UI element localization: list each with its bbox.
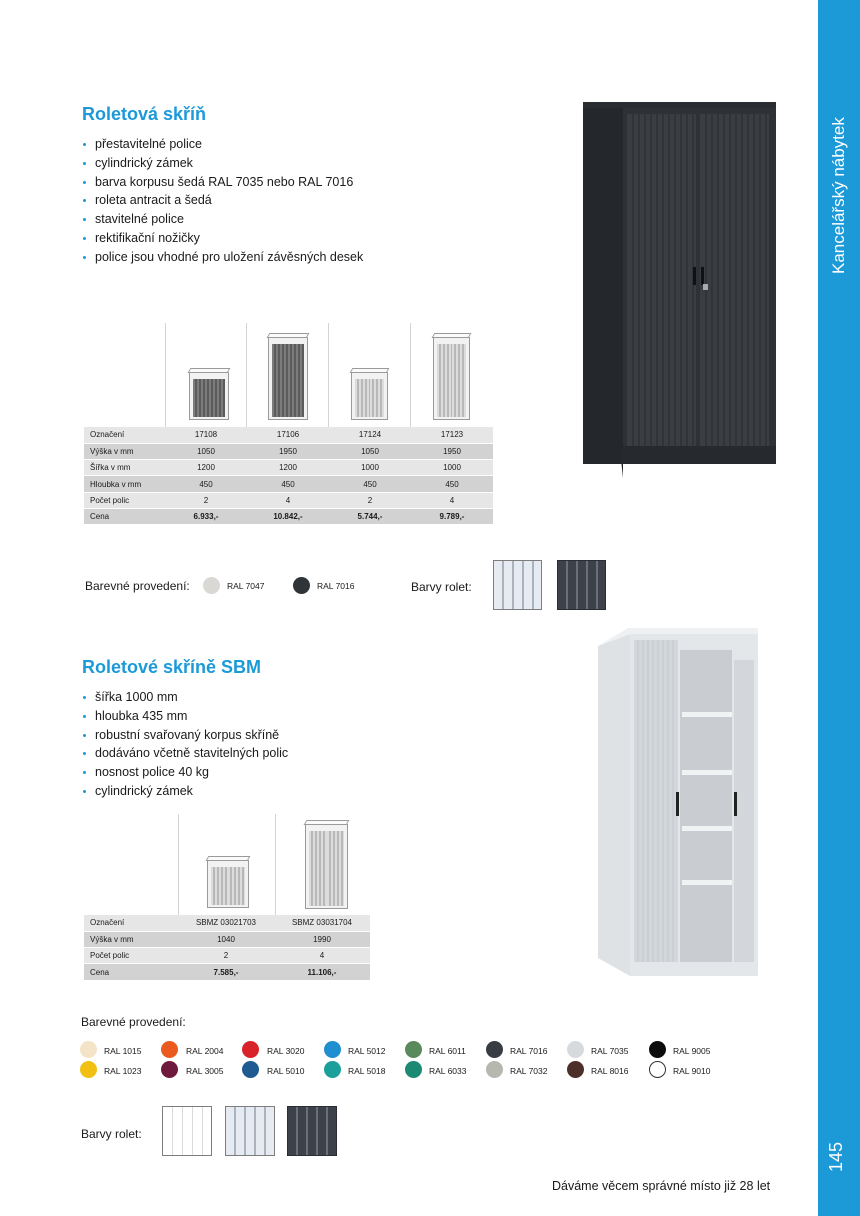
table-cell: SBMZ 03021703 <box>178 915 274 931</box>
bullet: robustní svařovaný korpus skříně <box>82 726 288 745</box>
table-row <box>84 508 493 524</box>
color-label: RAL 5018 <box>348 1066 386 1076</box>
color-swatch-ral-1015 <box>80 1041 97 1058</box>
color-label: RAL 1015 <box>104 1046 142 1056</box>
color-swatch-ral-5012 <box>324 1041 341 1058</box>
bullet: cylindrický zámek <box>82 154 363 173</box>
table-cell: 4 <box>274 948 370 964</box>
table-cell: 2 <box>165 492 247 508</box>
row-label: Výška v mm <box>84 443 165 459</box>
row-label: Hloubka v mm <box>84 476 165 492</box>
table-cell: 450 <box>165 476 247 492</box>
column-divider <box>178 814 179 916</box>
column-divider <box>410 323 411 428</box>
color-label: RAL 5010 <box>267 1066 305 1076</box>
color-label: RAL 6033 <box>429 1066 467 1076</box>
price-cell: 11.106,- <box>274 964 370 980</box>
roller-sample-anthracite <box>287 1106 337 1156</box>
roller-sample-grey <box>493 560 542 610</box>
color-swatch-ral-7047 <box>203 577 220 594</box>
color-swatch-ral-2004 <box>161 1041 178 1058</box>
color-swatch-ral-7016 <box>486 1041 503 1058</box>
bullet: cylindrický zámek <box>82 782 288 801</box>
table-row <box>84 460 493 476</box>
table-cell: 1200 <box>247 460 329 476</box>
color-swatch-ral-6033 <box>405 1061 422 1078</box>
product-photo-anthracite-cabinet <box>583 100 776 478</box>
column-divider <box>328 323 329 428</box>
table-row <box>84 948 370 964</box>
bullet: barva korpusu šedá RAL 7035 nebo RAL 7016 <box>82 173 363 192</box>
section1-spec-table <box>84 427 493 525</box>
table-row <box>84 476 493 492</box>
color-swatch-ral-9005 <box>649 1041 666 1058</box>
row-label: Cena <box>84 964 178 980</box>
price-cell: 7.585,- <box>178 964 274 980</box>
table-row <box>84 427 493 443</box>
color-label: RAL 7035 <box>591 1046 629 1056</box>
section1-roller-label: Barvy rolet: <box>411 580 472 594</box>
table-cell: 450 <box>411 476 493 492</box>
table-cell: 1200 <box>165 460 247 476</box>
color-label: RAL 3020 <box>267 1046 305 1056</box>
bullet: přestavitelné police <box>82 135 363 154</box>
bullet: stavitelné police <box>82 210 363 229</box>
table-cell: 17106 <box>247 427 329 443</box>
page-number: 145 <box>826 1141 846 1172</box>
table-row <box>84 931 370 947</box>
color-label: RAL 7016 <box>317 581 355 591</box>
product-image-17123 <box>433 337 470 420</box>
bullet: šířka 1000 mm <box>82 688 288 707</box>
price-cell: 5.744,- <box>329 508 411 524</box>
bullet: police jsou vhodné pro uložení závěsných desek <box>82 248 363 267</box>
color-label: RAL 7047 <box>227 581 265 591</box>
section2-color-label: Barevné provedení: <box>81 1015 186 1029</box>
color-label: RAL 6011 <box>429 1046 466 1056</box>
color-label: RAL 5012 <box>348 1046 386 1056</box>
table-cell: 1000 <box>329 460 411 476</box>
table-row <box>84 964 370 980</box>
roller-sample-anthracite <box>557 560 606 610</box>
roller-sample-white <box>162 1106 212 1156</box>
price-cell: 9.789,- <box>411 508 493 524</box>
product-image-sbmz-03021703 <box>207 860 249 908</box>
table-cell: 1000 <box>411 460 493 476</box>
table-cell: 1040 <box>178 931 274 947</box>
table-cell: 1990 <box>274 931 370 947</box>
color-label: RAL 2004 <box>186 1046 224 1056</box>
product-image-17124 <box>351 372 388 420</box>
bullet: hloubka 435 mm <box>82 707 288 726</box>
color-label: RAL 9010 <box>673 1066 711 1076</box>
product-photo-grey-cabinet <box>598 628 758 976</box>
table-row <box>84 915 370 931</box>
column-divider <box>165 323 166 428</box>
color-label: RAL 7016 <box>510 1046 548 1056</box>
color-swatch-ral-7016 <box>293 577 310 594</box>
color-swatch-ral-3020 <box>242 1041 259 1058</box>
row-label: Označení <box>84 427 165 443</box>
row-label: Počet polic <box>84 948 178 964</box>
section1-title: Roletová skříň <box>82 104 207 124</box>
footer-slogan: Dáváme věcem správné místo již 28 let <box>552 1179 771 1193</box>
section1-color-label: Barevné provedení: <box>85 579 190 593</box>
bullet: rektifikační nožičky <box>82 229 363 248</box>
price-cell: 6.933,- <box>165 508 247 524</box>
bullet: roleta antracit a šedá <box>82 191 363 210</box>
table-cell: 1950 <box>411 443 493 459</box>
table-cell: 17124 <box>329 427 411 443</box>
sidebar-title: Kancelářský nábytek <box>829 117 848 274</box>
row-label: Šířka v mm <box>84 460 165 476</box>
table-cell: 450 <box>247 476 329 492</box>
table-cell: 1050 <box>329 443 411 459</box>
table-cell: SBMZ 03031704 <box>274 915 370 931</box>
table-row <box>84 443 493 459</box>
table-cell: 2 <box>329 492 411 508</box>
color-swatch-ral-9010 <box>649 1061 666 1078</box>
row-label: Počet polic <box>84 492 165 508</box>
table-cell: 4 <box>411 492 493 508</box>
product-image-sbmz-03031704 <box>305 824 348 909</box>
color-label: RAL 1023 <box>104 1066 142 1076</box>
table-row <box>84 492 493 508</box>
bullet: dodáváno včetně stavitelných polic <box>82 744 288 763</box>
color-swatch-ral-7032 <box>486 1061 503 1078</box>
section2-title: Roletové skříně SBM <box>82 657 262 677</box>
table-cell: 1950 <box>247 443 329 459</box>
product-image-17108 <box>189 372 229 420</box>
table-cell: 450 <box>329 476 411 492</box>
column-divider <box>246 323 247 428</box>
product-image-17106 <box>268 337 308 420</box>
price-cell: 10.842,- <box>247 508 329 524</box>
section2-roller-label: Barvy rolet: <box>81 1127 142 1141</box>
color-swatch-ral-6011 <box>405 1041 422 1058</box>
row-label: Označení <box>84 915 178 931</box>
table-cell: 17123 <box>411 427 493 443</box>
bullet: nosnost police 40 kg <box>82 763 288 782</box>
table-cell: 17108 <box>165 427 247 443</box>
color-swatch-ral-5018 <box>324 1061 341 1078</box>
color-swatch-ral-5010 <box>242 1061 259 1078</box>
section2-spec-table <box>84 915 370 981</box>
color-swatch-ral-7035 <box>567 1041 584 1058</box>
section2-bullets <box>82 688 288 801</box>
column-divider <box>275 814 276 916</box>
color-label: RAL 3005 <box>186 1066 224 1076</box>
color-swatch-ral-1023 <box>80 1061 97 1078</box>
color-swatch-ral-8016 <box>567 1061 584 1078</box>
roller-sample-grey <box>225 1106 275 1156</box>
row-label: Cena <box>84 508 165 524</box>
row-label: Výška v mm <box>84 931 178 947</box>
color-label: RAL 7032 <box>510 1066 548 1076</box>
table-cell: 4 <box>247 492 329 508</box>
color-label: RAL 9005 <box>673 1046 711 1056</box>
table-cell: 2 <box>178 948 274 964</box>
section1-bullets <box>82 135 363 267</box>
color-label: RAL 8016 <box>591 1066 629 1076</box>
table-cell: 1050 <box>165 443 247 459</box>
color-swatch-ral-3005 <box>161 1061 178 1078</box>
